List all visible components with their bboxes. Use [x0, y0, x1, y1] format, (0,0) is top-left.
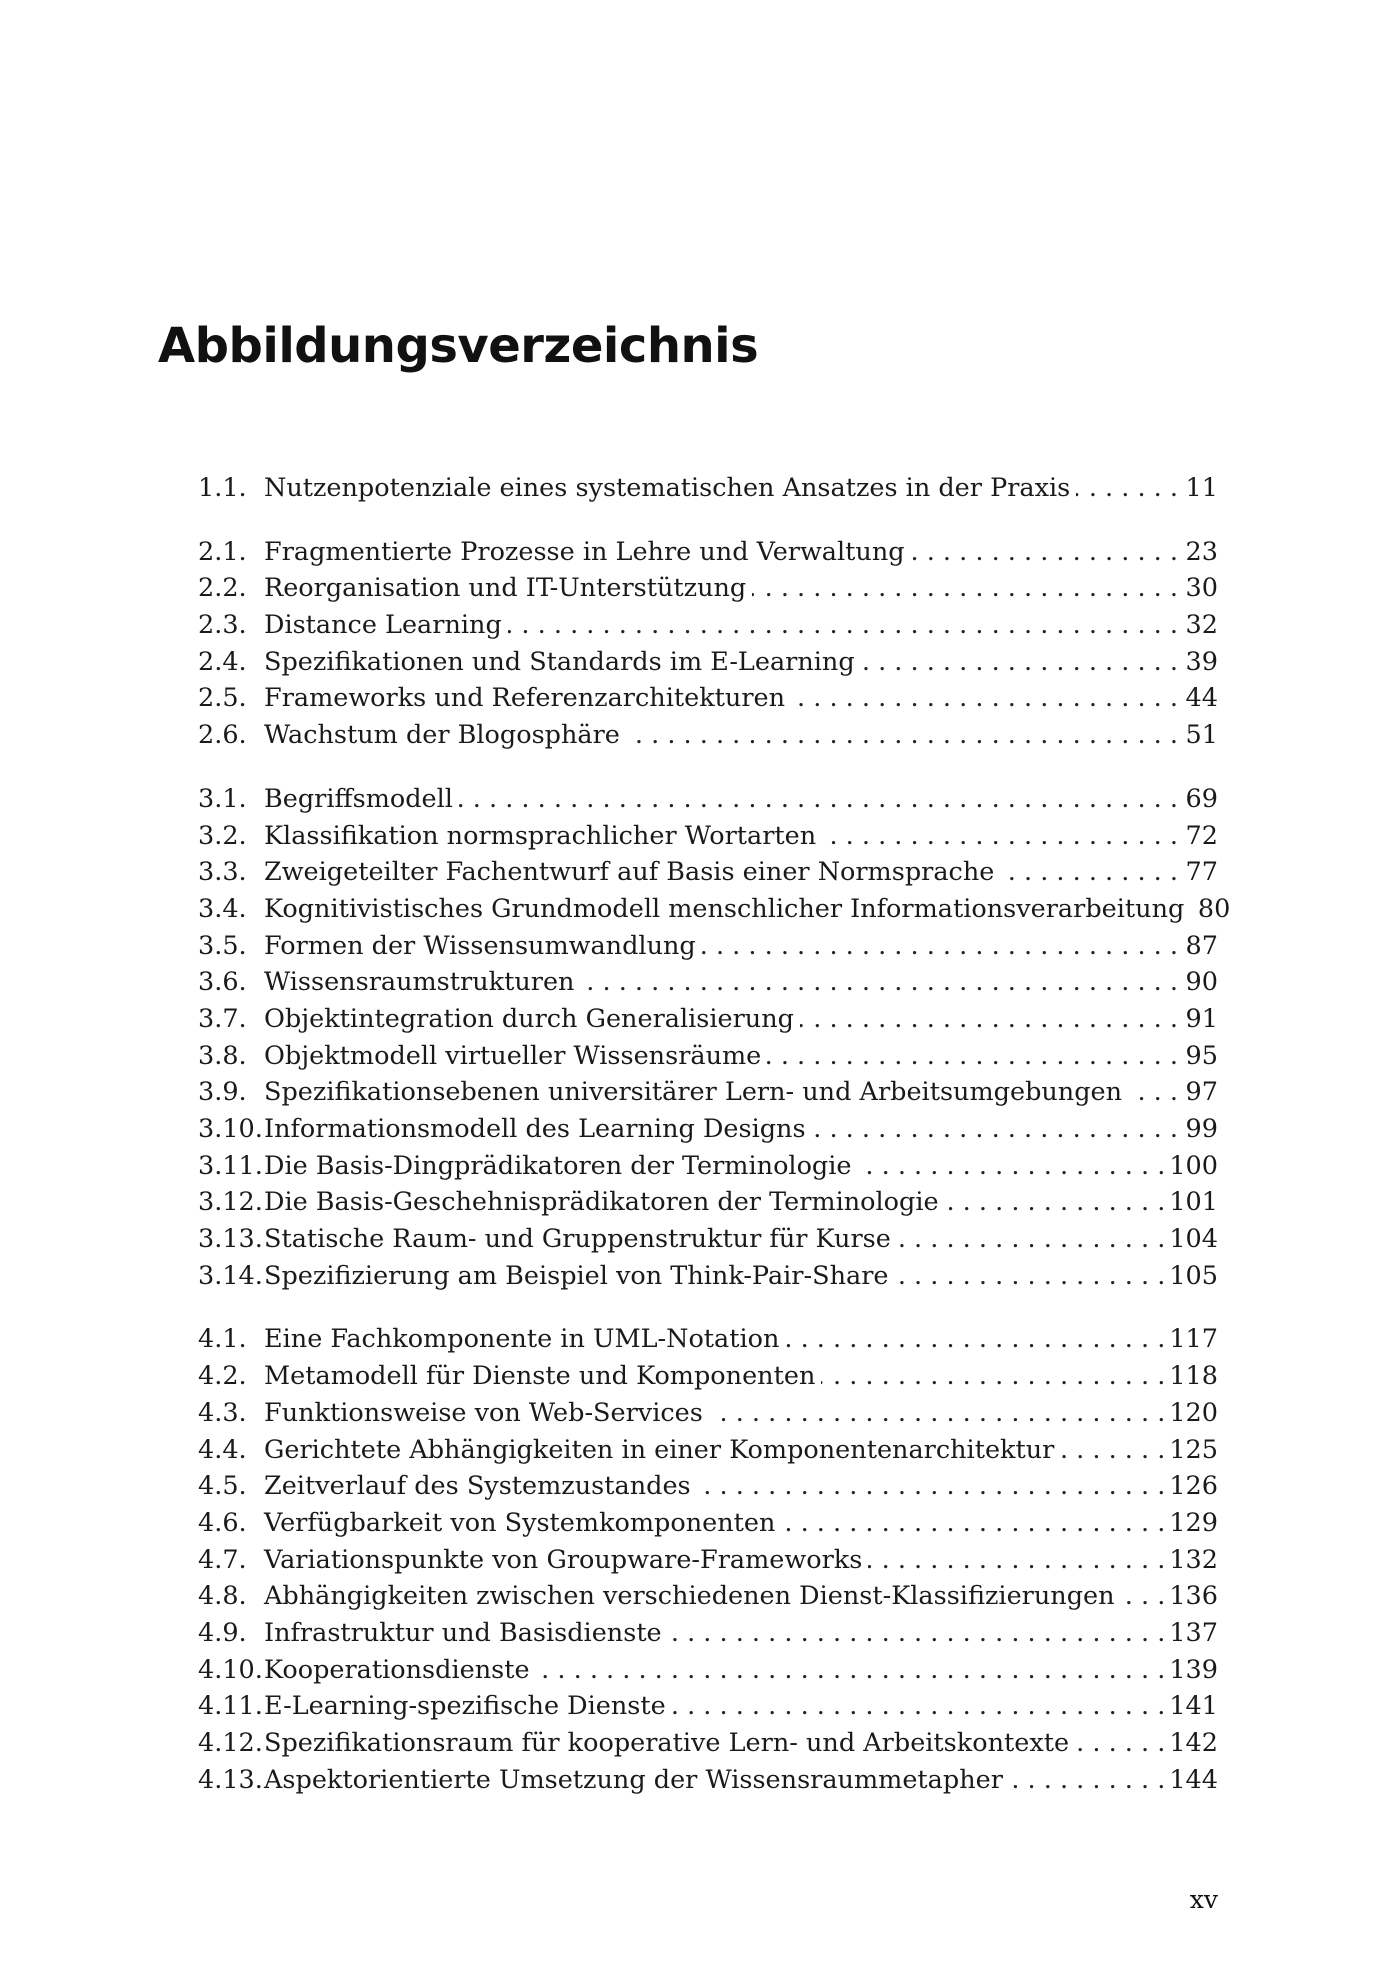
- figure-title: Eine Fachkomponente in UML-Notation: [264, 1324, 780, 1355]
- toc-entry[interactable]: [198, 1258, 1218, 1295]
- figure-number: 3.10.: [198, 1114, 263, 1144]
- figure-title: Spezifikationsebenen universitärer Lern- und Arbeitsumgebungen: [264, 1077, 1123, 1108]
- figure-number: 3.3.: [198, 857, 247, 888]
- figure-page-number: 118: [1169, 1361, 1218, 1392]
- dot-leader: [911, 534, 1178, 571]
- figure-page-number: 91: [1185, 1003, 1218, 1034]
- figure-number: 4.6.: [198, 1507, 247, 1538]
- toc-group: [198, 781, 1231, 1295]
- figure-number: 4.4.: [198, 1434, 247, 1465]
- figure-number: 3.14.: [198, 1260, 263, 1291]
- figure-number: 2.3.: [198, 610, 247, 641]
- toc-entry[interactable]: [198, 470, 1218, 507]
- dot-leader: [508, 607, 1178, 644]
- page-number: xv: [1189, 1885, 1218, 1914]
- toc-entry[interactable]: [198, 1001, 1218, 1038]
- figure-list: [198, 470, 1231, 1825]
- figure-number: 2.5.: [198, 683, 247, 714]
- figure-page-number: 87: [1185, 930, 1218, 961]
- figure-title: Kognitivistisches Grundmodell menschlicher Informationsverarbeitung: [264, 893, 1185, 924]
- figure-title: Funktionsweise von Web-Services: [264, 1397, 703, 1428]
- toc-group: [198, 470, 1218, 507]
- dot-leader: [697, 1468, 1166, 1505]
- figure-number: 2.2.: [198, 573, 247, 604]
- figure-title: Spezifikationen und Standards im E-Learning: [264, 646, 855, 677]
- figure-page-number: 132: [1169, 1544, 1218, 1575]
- figure-page-number: 117: [1169, 1324, 1218, 1355]
- toc-entry[interactable]: [198, 1578, 1218, 1615]
- dot-leader: [1128, 1074, 1178, 1111]
- figure-title: Verfügbarkeit von Systemkomponenten: [264, 1507, 776, 1538]
- dot-leader: [858, 1148, 1166, 1185]
- figure-page-number: 51: [1185, 720, 1218, 751]
- dot-leader: [672, 1688, 1166, 1725]
- figure-number: 3.12.: [198, 1187, 263, 1218]
- figure-title: Distance Learning: [264, 610, 502, 641]
- figure-page-number: 101: [1169, 1187, 1218, 1218]
- dot-leader: [459, 781, 1178, 818]
- dot-leader: [1121, 1578, 1166, 1615]
- dot-leader: [1075, 1725, 1165, 1762]
- figure-title: Wissensraumstrukturen: [264, 967, 575, 998]
- toc-entry[interactable]: [198, 1432, 1218, 1469]
- toc-entry[interactable]: [198, 818, 1218, 855]
- dot-leader: [800, 1001, 1178, 1038]
- toc-entry[interactable]: [198, 1038, 1218, 1075]
- toc-entry[interactable]: [198, 1762, 1218, 1799]
- figure-page-number: 11: [1185, 473, 1218, 503]
- figure-number: 4.3.: [198, 1397, 247, 1428]
- figure-page-number: 77: [1185, 857, 1218, 888]
- dot-leader: [785, 1321, 1165, 1358]
- figure-number: 3.13.: [198, 1224, 263, 1255]
- figure-number: 4.2.: [198, 1361, 247, 1392]
- figure-number: 4.12.: [198, 1728, 263, 1758]
- figure-page-number: 141: [1169, 1691, 1218, 1722]
- dot-leader: [626, 717, 1178, 754]
- figure-page-number: 69: [1185, 783, 1218, 814]
- figure-page-number: 104: [1169, 1224, 1218, 1255]
- figure-page-number: 100: [1169, 1150, 1218, 1181]
- figure-title: Objektintegration durch Generalisierung: [264, 1003, 794, 1034]
- toc-entry[interactable]: [198, 1652, 1218, 1689]
- figure-title: Spezifikationsraum für kooperative Lern- und Arbeitskontexte: [264, 1728, 1070, 1758]
- figure-number: 2.1.: [198, 536, 247, 567]
- dot-leader: [752, 570, 1178, 607]
- toc-entry[interactable]: [198, 891, 1231, 928]
- figure-page-number: 136: [1169, 1581, 1218, 1612]
- figure-title: Wachstum der Blogosphäre: [264, 720, 620, 751]
- figure-number: 3.8.: [198, 1040, 247, 1071]
- figure-page-number: 23: [1185, 536, 1218, 567]
- dot-leader: [812, 1111, 1178, 1148]
- figure-title: Informationsmodell des Learning Designs: [264, 1114, 806, 1144]
- dot-leader: [1076, 470, 1178, 507]
- figure-page-number: 80: [1197, 893, 1231, 924]
- figure-page-number: 72: [1185, 820, 1218, 851]
- dot-leader: [895, 1258, 1166, 1295]
- figure-number: 3.6.: [198, 967, 247, 998]
- figure-number: 2.6.: [198, 720, 247, 751]
- toc-entry[interactable]: [198, 607, 1218, 644]
- dot-leader: [897, 1221, 1165, 1258]
- toc-entry[interactable]: [198, 534, 1218, 571]
- figure-title: Objektmodell virtueller Wissensräume: [264, 1040, 762, 1071]
- figure-title: Infrastruktur und Basisdienste: [264, 1617, 662, 1648]
- figure-page-number: 120: [1169, 1397, 1218, 1428]
- toc-entry[interactable]: [198, 781, 1218, 818]
- toc-entry[interactable]: [198, 1615, 1218, 1652]
- toc-group: [198, 1321, 1218, 1798]
- figure-title: Die Basis-Geschehnisprädikatoren der Terminologie: [264, 1187, 939, 1218]
- figure-page-number: 44: [1185, 683, 1218, 714]
- toc-entry[interactable]: [198, 854, 1218, 891]
- figure-page-number: 144: [1169, 1764, 1218, 1795]
- figure-page-number: 90: [1185, 967, 1218, 998]
- figure-page-number: 99: [1185, 1114, 1218, 1144]
- figure-title: Begriffsmodell: [264, 783, 453, 814]
- toc-entry[interactable]: [198, 1148, 1218, 1185]
- toc-entry[interactable]: [198, 1321, 1218, 1358]
- dot-leader: [791, 680, 1178, 717]
- dot-leader: [781, 1505, 1165, 1542]
- figure-page-number: 139: [1169, 1654, 1218, 1685]
- figure-number: 4.13.: [198, 1764, 263, 1795]
- figure-title: Spezifizierung am Beispiel von Think-Pair-Share: [264, 1260, 889, 1291]
- toc-entry[interactable]: [198, 717, 1218, 754]
- figure-title: Metamodell für Dienste und Komponenten: [264, 1361, 816, 1392]
- figure-number: 4.1.: [198, 1324, 247, 1355]
- figure-number: 3.7.: [198, 1003, 247, 1034]
- figure-number: 4.5.: [198, 1471, 247, 1502]
- dot-leader: [868, 1542, 1165, 1579]
- figure-title: Abhängigkeiten zwischen verschiedenen Dienst-Klassifizierungen: [264, 1581, 1115, 1612]
- toc-entry[interactable]: [198, 1111, 1218, 1148]
- dot-leader: [580, 964, 1178, 1001]
- figure-page-number: 30: [1185, 573, 1218, 604]
- figure-title: Zweigeteilter Fachentwurf auf Basis einer Normsprache: [264, 857, 995, 888]
- toc-entry[interactable]: [198, 1725, 1218, 1762]
- toc-entry[interactable]: [198, 1468, 1218, 1505]
- figure-page-number: 129: [1169, 1507, 1218, 1538]
- toc-entry[interactable]: [198, 964, 1218, 1001]
- toc-entry[interactable]: [198, 644, 1218, 681]
- dot-leader: [1060, 1432, 1165, 1469]
- dot-leader: [1000, 854, 1178, 891]
- figure-number: 4.7.: [198, 1544, 247, 1575]
- figure-number: 3.4.: [198, 893, 247, 924]
- figure-title: Fragmentierte Prozesse in Lehre und Verwaltung: [264, 536, 905, 567]
- figure-title: Formen der Wissensumwandlung: [264, 930, 696, 961]
- dot-leader: [709, 1395, 1165, 1432]
- dot-leader: [668, 1615, 1166, 1652]
- figure-number: 3.1.: [198, 783, 247, 814]
- toc-entry[interactable]: [198, 1221, 1218, 1258]
- figure-page-number: 97: [1185, 1077, 1218, 1108]
- figure-number: 4.8.: [198, 1581, 247, 1612]
- figure-number: 1.1.: [198, 473, 247, 503]
- figure-number: 3.5.: [198, 930, 247, 961]
- toc-entry[interactable]: [198, 1542, 1218, 1579]
- dot-leader: [536, 1652, 1166, 1689]
- toc-entry[interactable]: [198, 1358, 1218, 1395]
- figure-title: E-Learning-spezifische Dienste: [264, 1691, 666, 1722]
- figure-page-number: 137: [1169, 1617, 1218, 1648]
- figure-page-number: 32: [1185, 610, 1218, 641]
- figure-title: Reorganisation und IT-Unterstützung: [264, 573, 747, 604]
- figure-number: 4.9.: [198, 1617, 247, 1648]
- toc-entry[interactable]: [198, 1074, 1218, 1111]
- toc-entry[interactable]: [198, 1505, 1218, 1542]
- figure-number: 3.11.: [198, 1150, 263, 1181]
- dot-leader: [767, 1038, 1178, 1075]
- dot-leader: [945, 1184, 1166, 1221]
- figure-title: Klassifikation normsprachlicher Wortarten: [264, 820, 817, 851]
- dot-leader: [702, 928, 1178, 965]
- figure-title: Nutzenpotenziale eines systematischen Ansatzes in der Praxis: [264, 473, 1071, 503]
- toc-group: [198, 534, 1218, 754]
- figure-title: Frameworks und Referenzarchitekturen: [264, 683, 786, 714]
- dot-leader: [822, 818, 1178, 855]
- figure-number: 3.9.: [198, 1077, 247, 1108]
- figure-title: Zeitverlauf des Systemzustandes: [264, 1471, 691, 1502]
- figure-title: Gerichtete Abhängigkeiten in einer Komponentenarchitektur: [264, 1434, 1055, 1465]
- figure-title: Statische Raum- und Gruppenstruktur für Kurse: [264, 1224, 891, 1255]
- page-title: Abbildungsverzeichnis: [158, 318, 759, 374]
- figure-page-number: 95: [1185, 1040, 1218, 1071]
- figure-page-number: 125: [1169, 1434, 1218, 1465]
- figure-page-number: 39: [1185, 646, 1218, 677]
- toc-entry[interactable]: [198, 928, 1218, 965]
- figure-title: Aspektorientierte Umsetzung der Wissensraummetapher: [264, 1764, 1003, 1795]
- toc-entry[interactable]: [198, 570, 1218, 607]
- figure-number: 2.4.: [198, 646, 247, 677]
- figure-page-number: 105: [1169, 1260, 1218, 1291]
- dot-leader: [1009, 1762, 1165, 1799]
- toc-entry[interactable]: [198, 680, 1218, 717]
- figure-number: 3.2.: [198, 820, 247, 851]
- figure-page-number: 142: [1169, 1728, 1218, 1758]
- toc-entry[interactable]: [198, 1395, 1218, 1432]
- figure-title: Kooperationsdienste: [264, 1654, 530, 1685]
- toc-entry[interactable]: [198, 1184, 1218, 1221]
- figure-number: 4.10.: [198, 1654, 263, 1685]
- figure-title: Die Basis-Dingprädikatoren der Terminologie: [264, 1150, 852, 1181]
- toc-entry[interactable]: [198, 1688, 1218, 1725]
- figure-number: 4.11.: [198, 1691, 263, 1722]
- dot-leader: [821, 1358, 1165, 1395]
- figure-page-number: 126: [1169, 1471, 1218, 1502]
- dot-leader: [861, 644, 1178, 681]
- figure-title: Variationspunkte von Groupware-Frameworks: [264, 1544, 863, 1575]
